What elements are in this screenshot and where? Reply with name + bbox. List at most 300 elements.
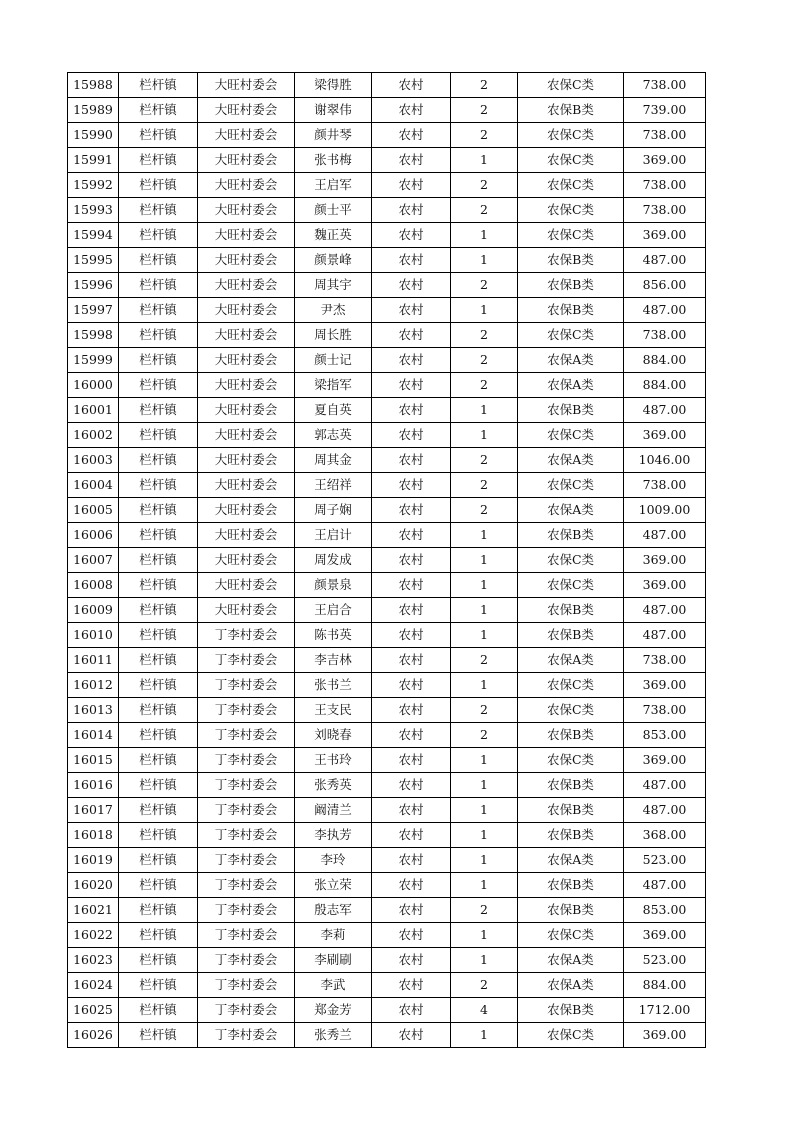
table-row [68, 923, 706, 948]
cell-town: 栏杆镇 [119, 223, 198, 248]
table-row [68, 598, 706, 623]
cell-category: 农保B类 [518, 523, 624, 548]
cell-area: 农村 [372, 648, 451, 673]
cell-area: 农村 [372, 673, 451, 698]
cell-amount: 738.00 [624, 648, 706, 673]
cell-name: 谢翠伟 [295, 98, 372, 123]
cell-village: 大旺村委会 [198, 573, 295, 598]
cell-village: 丁李村委会 [198, 698, 295, 723]
cell-count: 1 [451, 573, 518, 598]
cell-town: 栏杆镇 [119, 848, 198, 873]
cell-amount: 369.00 [624, 573, 706, 598]
cell-name: 周发成 [295, 548, 372, 573]
cell-name: 尹杰 [295, 298, 372, 323]
cell-name: 梁得胜 [295, 73, 372, 98]
cell-area: 农村 [372, 423, 451, 448]
cell-village: 丁李村委会 [198, 873, 295, 898]
cell-town: 栏杆镇 [119, 248, 198, 273]
cell-amount: 853.00 [624, 898, 706, 923]
cell-category: 农保C类 [518, 673, 624, 698]
cell-id: 16001 [68, 398, 119, 423]
cell-count: 2 [451, 323, 518, 348]
cell-area: 农村 [372, 623, 451, 648]
cell-amount: 738.00 [624, 123, 706, 148]
cell-area: 农村 [372, 198, 451, 223]
cell-town: 栏杆镇 [119, 573, 198, 598]
cell-id: 15994 [68, 223, 119, 248]
cell-id: 15996 [68, 273, 119, 298]
cell-name: 王启计 [295, 523, 372, 548]
table-row [68, 198, 706, 223]
cell-village: 大旺村委会 [198, 273, 295, 298]
cell-village: 丁李村委会 [198, 723, 295, 748]
cell-amount: 738.00 [624, 173, 706, 198]
cell-area: 农村 [372, 573, 451, 598]
cell-amount: 1046.00 [624, 448, 706, 473]
cell-amount: 884.00 [624, 348, 706, 373]
cell-category: 农保C类 [518, 123, 624, 148]
cell-category: 农保C类 [518, 198, 624, 223]
cell-count: 2 [451, 698, 518, 723]
cell-amount: 369.00 [624, 423, 706, 448]
cell-area: 农村 [372, 448, 451, 473]
cell-amount: 487.00 [624, 623, 706, 648]
cell-town: 栏杆镇 [119, 198, 198, 223]
table-row [68, 798, 706, 823]
cell-area: 农村 [372, 973, 451, 998]
cell-id: 16022 [68, 923, 119, 948]
cell-id: 16002 [68, 423, 119, 448]
cell-count: 2 [451, 348, 518, 373]
cell-category: 农保B类 [518, 773, 624, 798]
cell-category: 农保B类 [518, 798, 624, 823]
cell-category: 农保A类 [518, 648, 624, 673]
cell-area: 农村 [372, 298, 451, 323]
cell-count: 1 [451, 773, 518, 798]
cell-village: 丁李村委会 [198, 1023, 295, 1048]
cell-area: 农村 [372, 348, 451, 373]
table-row [68, 998, 706, 1023]
table-row [68, 73, 706, 98]
cell-id: 15992 [68, 173, 119, 198]
cell-area: 农村 [372, 823, 451, 848]
cell-town: 栏杆镇 [119, 323, 198, 348]
cell-village: 大旺村委会 [198, 323, 295, 348]
cell-category: 农保C类 [518, 473, 624, 498]
cell-village: 大旺村委会 [198, 348, 295, 373]
cell-area: 农村 [372, 473, 451, 498]
cell-id: 16020 [68, 873, 119, 898]
cell-town: 栏杆镇 [119, 423, 198, 448]
table-row [68, 98, 706, 123]
cell-town: 栏杆镇 [119, 523, 198, 548]
cell-count: 1 [451, 523, 518, 548]
table-row [68, 298, 706, 323]
cell-category: 农保A类 [518, 373, 624, 398]
cell-village: 大旺村委会 [198, 73, 295, 98]
cell-count: 2 [451, 473, 518, 498]
table-row [68, 698, 706, 723]
cell-area: 农村 [372, 148, 451, 173]
cell-name: 郑金芳 [295, 998, 372, 1023]
cell-id: 16004 [68, 473, 119, 498]
cell-town: 栏杆镇 [119, 998, 198, 1023]
cell-area: 农村 [372, 848, 451, 873]
cell-amount: 487.00 [624, 398, 706, 423]
cell-category: 农保A类 [518, 948, 624, 973]
cell-count: 2 [451, 723, 518, 748]
cell-amount: 487.00 [624, 873, 706, 898]
cell-town: 栏杆镇 [119, 873, 198, 898]
table-row [68, 573, 706, 598]
cell-village: 丁李村委会 [198, 898, 295, 923]
table-row [68, 523, 706, 548]
cell-id: 15999 [68, 348, 119, 373]
cell-amount: 1009.00 [624, 498, 706, 523]
cell-id: 16017 [68, 798, 119, 823]
cell-village: 丁李村委会 [198, 948, 295, 973]
cell-count: 2 [451, 73, 518, 98]
cell-area: 农村 [372, 373, 451, 398]
cell-village: 大旺村委会 [198, 298, 295, 323]
cell-village: 丁李村委会 [198, 798, 295, 823]
cell-count: 2 [451, 373, 518, 398]
cell-count: 1 [451, 873, 518, 898]
cell-id: 16021 [68, 898, 119, 923]
cell-count: 1 [451, 1023, 518, 1048]
cell-town: 栏杆镇 [119, 98, 198, 123]
table-row [68, 723, 706, 748]
cell-id: 16025 [68, 998, 119, 1023]
cell-village: 大旺村委会 [198, 473, 295, 498]
table-row [68, 248, 706, 273]
cell-count: 1 [451, 248, 518, 273]
cell-village: 大旺村委会 [198, 248, 295, 273]
cell-id: 16000 [68, 373, 119, 398]
cell-category: 农保C类 [518, 423, 624, 448]
cell-town: 栏杆镇 [119, 298, 198, 323]
cell-name: 李执芳 [295, 823, 372, 848]
cell-village: 丁李村委会 [198, 923, 295, 948]
cell-count: 1 [451, 423, 518, 448]
cell-area: 农村 [372, 498, 451, 523]
cell-area: 农村 [372, 73, 451, 98]
cell-name: 颜景泉 [295, 573, 372, 598]
cell-count: 1 [451, 673, 518, 698]
cell-name: 梁指军 [295, 373, 372, 398]
cell-name: 张书梅 [295, 148, 372, 173]
cell-amount: 369.00 [624, 548, 706, 573]
cell-town: 栏杆镇 [119, 773, 198, 798]
cell-amount: 487.00 [624, 773, 706, 798]
cell-area: 农村 [372, 523, 451, 548]
cell-area: 农村 [372, 798, 451, 823]
cell-amount: 369.00 [624, 673, 706, 698]
cell-id: 15988 [68, 73, 119, 98]
cell-name: 王启军 [295, 173, 372, 198]
cell-count: 1 [451, 748, 518, 773]
cell-village: 大旺村委会 [198, 173, 295, 198]
cell-village: 大旺村委会 [198, 98, 295, 123]
cell-name: 王支民 [295, 698, 372, 723]
cell-area: 农村 [372, 1023, 451, 1048]
cell-count: 2 [451, 448, 518, 473]
cell-name: 阚清兰 [295, 798, 372, 823]
cell-area: 农村 [372, 773, 451, 798]
cell-village: 大旺村委会 [198, 523, 295, 548]
cell-count: 2 [451, 898, 518, 923]
cell-town: 栏杆镇 [119, 373, 198, 398]
cell-village: 大旺村委会 [198, 548, 295, 573]
cell-id: 16010 [68, 623, 119, 648]
cell-area: 农村 [372, 223, 451, 248]
cell-name: 王书玲 [295, 748, 372, 773]
cell-category: 农保A类 [518, 848, 624, 873]
cell-count: 2 [451, 173, 518, 198]
cell-town: 栏杆镇 [119, 273, 198, 298]
cell-count: 1 [451, 223, 518, 248]
cell-id: 16026 [68, 1023, 119, 1048]
cell-village: 丁李村委会 [198, 673, 295, 698]
cell-village: 大旺村委会 [198, 373, 295, 398]
cell-id: 16016 [68, 773, 119, 798]
cell-category: 农保A类 [518, 973, 624, 998]
cell-name: 刘晓春 [295, 723, 372, 748]
table-row [68, 1023, 706, 1048]
table-row [68, 848, 706, 873]
cell-town: 栏杆镇 [119, 598, 198, 623]
cell-id: 15990 [68, 123, 119, 148]
cell-count: 4 [451, 998, 518, 1023]
cell-name: 李武 [295, 973, 372, 998]
cell-id: 16019 [68, 848, 119, 873]
cell-id: 16009 [68, 598, 119, 623]
cell-category: 农保B类 [518, 598, 624, 623]
cell-category: 农保C类 [518, 573, 624, 598]
cell-village: 大旺村委会 [198, 498, 295, 523]
cell-name: 张书兰 [295, 673, 372, 698]
cell-id: 16005 [68, 498, 119, 523]
cell-id: 15995 [68, 248, 119, 273]
cell-count: 1 [451, 798, 518, 823]
cell-area: 农村 [372, 723, 451, 748]
cell-village: 大旺村委会 [198, 423, 295, 448]
cell-category: 农保B类 [518, 623, 624, 648]
cell-id: 16007 [68, 548, 119, 573]
cell-category: 农保B类 [518, 898, 624, 923]
table-row [68, 748, 706, 773]
cell-category: 农保C类 [518, 698, 624, 723]
table-row [68, 898, 706, 923]
table-row [68, 823, 706, 848]
table-row [68, 623, 706, 648]
cell-village: 大旺村委会 [198, 198, 295, 223]
table-row [68, 548, 706, 573]
cell-village: 丁李村委会 [198, 848, 295, 873]
cell-name: 王绍祥 [295, 473, 372, 498]
table-row [68, 673, 706, 698]
cell-town: 栏杆镇 [119, 498, 198, 523]
cell-town: 栏杆镇 [119, 73, 198, 98]
cell-town: 栏杆镇 [119, 698, 198, 723]
cell-town: 栏杆镇 [119, 923, 198, 948]
cell-amount: 369.00 [624, 1023, 706, 1048]
cell-name: 张秀兰 [295, 1023, 372, 1048]
cell-category: 农保B类 [518, 998, 624, 1023]
cell-count: 1 [451, 848, 518, 873]
cell-town: 栏杆镇 [119, 748, 198, 773]
cell-amount: 738.00 [624, 473, 706, 498]
cell-area: 农村 [372, 398, 451, 423]
cell-count: 2 [451, 498, 518, 523]
cell-name: 王启合 [295, 598, 372, 623]
table-row [68, 473, 706, 498]
cell-amount: 369.00 [624, 923, 706, 948]
cell-category: 农保B类 [518, 98, 624, 123]
cell-category: 农保B类 [518, 823, 624, 848]
cell-count: 1 [451, 923, 518, 948]
table-row [68, 448, 706, 473]
cell-area: 农村 [372, 98, 451, 123]
cell-name: 颜景峰 [295, 248, 372, 273]
cell-amount: 487.00 [624, 248, 706, 273]
cell-id: 16023 [68, 948, 119, 973]
cell-category: 农保B类 [518, 273, 624, 298]
table-row [68, 648, 706, 673]
table-row [68, 123, 706, 148]
cell-village: 大旺村委会 [198, 223, 295, 248]
table-row [68, 148, 706, 173]
cell-name: 李莉 [295, 923, 372, 948]
cell-amount: 523.00 [624, 848, 706, 873]
cell-amount: 739.00 [624, 98, 706, 123]
cell-amount: 884.00 [624, 373, 706, 398]
data-table [67, 72, 706, 1048]
cell-count: 1 [451, 148, 518, 173]
cell-name: 李玲 [295, 848, 372, 873]
cell-area: 农村 [372, 273, 451, 298]
cell-town: 栏杆镇 [119, 898, 198, 923]
cell-area: 农村 [372, 948, 451, 973]
cell-village: 大旺村委会 [198, 598, 295, 623]
table-row [68, 498, 706, 523]
cell-amount: 487.00 [624, 523, 706, 548]
table-row [68, 973, 706, 998]
cell-amount: 487.00 [624, 798, 706, 823]
cell-town: 栏杆镇 [119, 1023, 198, 1048]
cell-name: 周其宇 [295, 273, 372, 298]
cell-area: 农村 [372, 898, 451, 923]
cell-name: 周其金 [295, 448, 372, 473]
cell-category: 农保C类 [518, 323, 624, 348]
table-row [68, 273, 706, 298]
cell-category: 农保C类 [518, 1023, 624, 1048]
cell-name: 夏自英 [295, 398, 372, 423]
cell-category: 农保A类 [518, 348, 624, 373]
cell-name: 张秀英 [295, 773, 372, 798]
cell-id: 15993 [68, 198, 119, 223]
cell-area: 农村 [372, 548, 451, 573]
cell-village: 丁李村委会 [198, 623, 295, 648]
cell-id: 16018 [68, 823, 119, 848]
cell-town: 栏杆镇 [119, 448, 198, 473]
cell-category: 农保C类 [518, 148, 624, 173]
cell-town: 栏杆镇 [119, 673, 198, 698]
cell-name: 周长胜 [295, 323, 372, 348]
cell-count: 2 [451, 273, 518, 298]
cell-name: 魏正英 [295, 223, 372, 248]
cell-category: 农保A类 [518, 448, 624, 473]
cell-amount: 369.00 [624, 223, 706, 248]
cell-category: 农保C类 [518, 223, 624, 248]
cell-count: 2 [451, 973, 518, 998]
cell-id: 15991 [68, 148, 119, 173]
cell-village: 大旺村委会 [198, 448, 295, 473]
cell-name: 李吉林 [295, 648, 372, 673]
cell-village: 丁李村委会 [198, 823, 295, 848]
cell-amount: 369.00 [624, 148, 706, 173]
cell-village: 丁李村委会 [198, 648, 295, 673]
cell-area: 农村 [372, 923, 451, 948]
cell-name: 颜士记 [295, 348, 372, 373]
cell-town: 栏杆镇 [119, 973, 198, 998]
table-row [68, 948, 706, 973]
cell-village: 丁李村委会 [198, 998, 295, 1023]
cell-town: 栏杆镇 [119, 473, 198, 498]
cell-category: 农保C类 [518, 748, 624, 773]
cell-category: 农保C类 [518, 923, 624, 948]
cell-count: 1 [451, 548, 518, 573]
cell-name: 殷志军 [295, 898, 372, 923]
cell-id: 16003 [68, 448, 119, 473]
cell-id: 16024 [68, 973, 119, 998]
cell-name: 颜士平 [295, 198, 372, 223]
cell-count: 1 [451, 623, 518, 648]
cell-name: 张立荣 [295, 873, 372, 898]
cell-town: 栏杆镇 [119, 123, 198, 148]
cell-town: 栏杆镇 [119, 173, 198, 198]
cell-amount: 738.00 [624, 198, 706, 223]
cell-id: 16015 [68, 748, 119, 773]
cell-town: 栏杆镇 [119, 623, 198, 648]
cell-area: 农村 [372, 998, 451, 1023]
cell-amount: 1712.00 [624, 998, 706, 1023]
cell-name: 颜井琴 [295, 123, 372, 148]
cell-count: 1 [451, 298, 518, 323]
cell-category: 农保A类 [518, 498, 624, 523]
cell-area: 农村 [372, 748, 451, 773]
cell-village: 丁李村委会 [198, 773, 295, 798]
cell-amount: 523.00 [624, 948, 706, 973]
cell-count: 2 [451, 648, 518, 673]
cell-category: 农保B类 [518, 248, 624, 273]
cell-category: 农保B类 [518, 723, 624, 748]
cell-town: 栏杆镇 [119, 348, 198, 373]
cell-name: 周子娴 [295, 498, 372, 523]
cell-town: 栏杆镇 [119, 823, 198, 848]
cell-id: 16012 [68, 673, 119, 698]
table-row [68, 348, 706, 373]
cell-id: 15998 [68, 323, 119, 348]
cell-area: 农村 [372, 873, 451, 898]
cell-category: 农保C类 [518, 173, 624, 198]
cell-count: 2 [451, 98, 518, 123]
cell-category: 农保C类 [518, 548, 624, 573]
cell-count: 1 [451, 398, 518, 423]
cell-town: 栏杆镇 [119, 798, 198, 823]
cell-village: 丁李村委会 [198, 748, 295, 773]
cell-village: 大旺村委会 [198, 398, 295, 423]
